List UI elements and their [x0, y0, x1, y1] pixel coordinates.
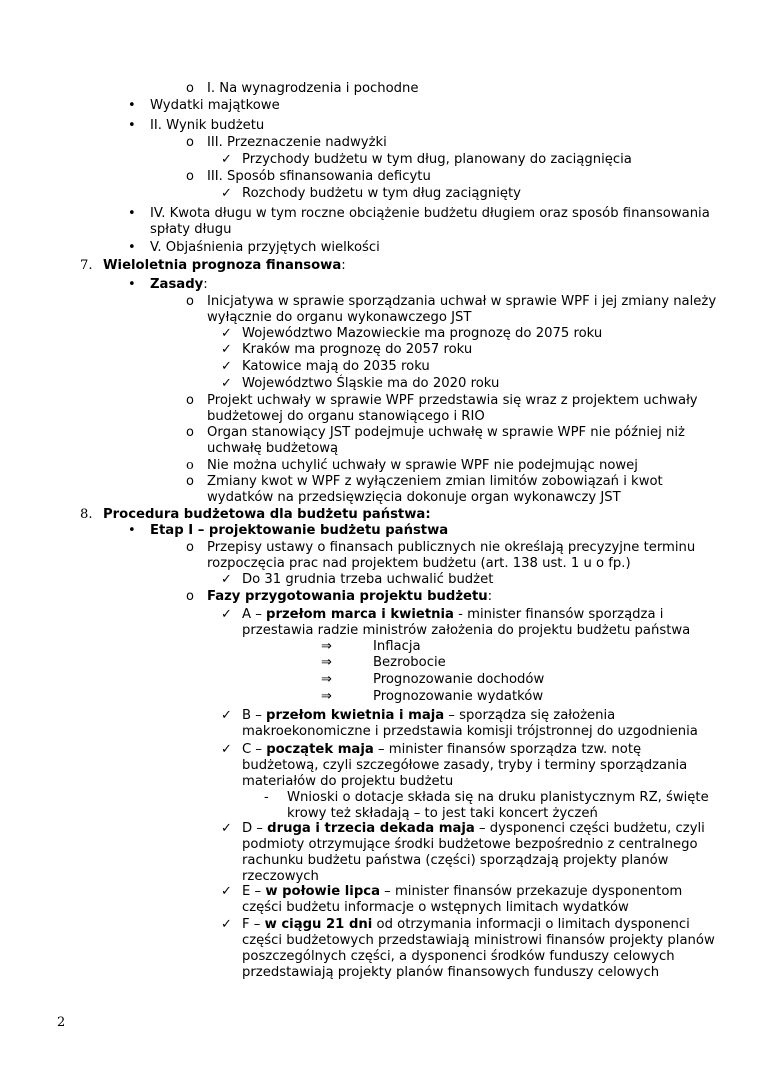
list-item: B – przełom kwietnia i maja – sporządza się założenia	[242, 708, 616, 723]
circle-bullet-icon: o	[186, 169, 194, 184]
circle-bullet-icon: o	[186, 474, 194, 489]
list-item-continuation: poszczególnych części, a dysponenci środków funduszy celowych	[242, 949, 675, 964]
section-heading: Wieloletnia prognoza finansowa:	[103, 258, 346, 273]
list-item: I. Na wynagrodzenia i pochodne	[207, 81, 419, 96]
list-item-continuation: makroekonomiczne i przedstawia komisji trójstronnej do uzgodnienia	[242, 724, 698, 739]
list-item: Organ stanowiący JST podejmuje uchwałę w sprawie WPF nie później niż	[207, 425, 685, 440]
checkmark-icon: ✓	[221, 742, 232, 757]
list-item: Inflacja	[373, 639, 421, 654]
dash-bullet-icon: -	[264, 790, 269, 805]
list-item: Bezrobocie	[373, 655, 446, 670]
bullet-icon: •	[128, 523, 136, 538]
checkmark-icon: ✓	[221, 342, 232, 357]
list-item-continuation: spłaty długu	[150, 222, 232, 237]
page-number: 2	[57, 1015, 66, 1030]
section-number: 7.	[80, 258, 93, 273]
list-item: II. Wynik budżetu	[150, 118, 265, 133]
list-item: Prognozowanie wydatków	[373, 689, 544, 704]
list-item: III. Przeznaczenie nadwyżki	[207, 135, 387, 150]
list-item-continuation: budżetowej do organu stanowiącego i RIO	[207, 409, 485, 424]
list-item-continuation: budżetową, czyli szczegółowe zasady, tryby i terminy sporządzania	[242, 758, 688, 773]
checkmark-icon: ✓	[221, 884, 232, 899]
checkmark-icon: ✓	[221, 326, 232, 341]
circle-bullet-icon: o	[186, 589, 194, 604]
checkmark-icon: ✓	[221, 186, 232, 201]
list-item: Projekt uchwały w sprawie WPF przedstawia się wraz z projektem uchwały	[207, 393, 698, 408]
circle-bullet-icon: o	[186, 81, 194, 96]
list-item: Zmiany kwot w WPF z wyłączeniem zmian limitów zobowiązań i kwot	[207, 474, 663, 489]
checkmark-icon: ✓	[221, 572, 232, 587]
list-item-continuation: części budżetowych przedstawiają ministrowi finansów projekty planów	[242, 933, 715, 948]
checkmark-icon: ✓	[221, 821, 232, 836]
list-item: Inicjatywa w sprawie sporządzania uchwał w sprawie WPF i jej zmiany należy	[207, 294, 717, 309]
list-item-continuation: części budżetu informacje o wstępnych limitach wydatków	[242, 900, 629, 915]
section-number: 8.	[80, 507, 93, 522]
bullet-icon: •	[128, 206, 136, 221]
checkmark-icon: ✓	[221, 607, 232, 622]
list-item: Województwo Mazowieckie ma prognozę do 2075 roku	[242, 326, 603, 341]
section-heading: Procedura budżetowa dla budżetu państwa:	[103, 507, 431, 522]
list-item: A – przełom marca i kwietnia - minister finansów sporządza i	[242, 607, 664, 622]
list-item: F – w ciągu 21 dni od otrzymania informacji o limitach dysponenci	[242, 917, 690, 932]
list-item: Prognozowanie dochodów	[373, 672, 545, 687]
list-item-continuation: podmioty otrzymujące środki budżetowe bezpośrednio z centralnego	[242, 837, 698, 852]
list-item-continuation: przestawia radzie ministrów założenia do projektu budżetu państwa	[242, 623, 691, 638]
arrow-icon: ⇒	[321, 639, 332, 654]
list-item: Rozchody budżetu w tym dług zaciągnięty	[242, 186, 521, 201]
circle-bullet-icon: o	[186, 458, 194, 473]
list-item: Do 31 grudnia trzeba uchwalić budżet	[242, 572, 494, 587]
list-item: III. Sposób sfinansowania deficytu	[207, 169, 431, 184]
list-item: D – druga i trzecia dekada maja – dysponenci części budżetu, czyli	[242, 821, 705, 836]
list-item: Przepisy ustawy o finansach publicznych nie określają precyzyjne terminu	[207, 540, 696, 555]
arrow-icon: ⇒	[321, 672, 332, 687]
bullet-icon: •	[128, 240, 136, 255]
list-item: V. Objaśnienia przyjętych wielkości	[150, 240, 380, 255]
list-item-continuation: krowy też składają – to jest taki koncert życzeń	[287, 806, 598, 821]
arrow-icon: ⇒	[321, 689, 332, 704]
arrow-icon: ⇒	[321, 655, 332, 670]
list-item-continuation: rachunku budżetu państwa (części) sporządzają projekty planów	[242, 853, 669, 868]
list-item: Przychody budżetu w tym dług, planowany do zaciągnięcia	[242, 152, 632, 167]
circle-bullet-icon: o	[186, 425, 194, 440]
circle-bullet-icon: o	[186, 294, 194, 309]
checkmark-icon: ✓	[221, 376, 232, 391]
subheading: Etap I – projektowanie budżetu państwa	[150, 523, 449, 538]
list-item: E – w połowie lipca – minister finansów przekazuje dysponentom	[242, 884, 683, 899]
subheading: Fazy przygotowania projektu budżetu:	[207, 589, 493, 604]
list-item-continuation: wydatków na przedsięwzięcia dokonuje organ wykonawczy JST	[207, 490, 621, 505]
list-item: Wydatki majątkowe	[150, 98, 280, 113]
checkmark-icon: ✓	[221, 708, 232, 723]
bullet-icon: •	[128, 98, 136, 113]
list-item-continuation: przedstawiają projekty planów finansowych funduszy celowych	[242, 965, 660, 980]
list-item: IV. Kwota długu w tym roczne obciążenie budżetu długiem oraz sposób finansowania	[150, 206, 710, 221]
list-item: Województwo Śląskie ma do 2020 roku	[242, 376, 500, 391]
checkmark-icon: ✓	[221, 917, 232, 932]
list-item: C – początek maja – minister finansów sporządza tzw. notę	[242, 742, 642, 757]
circle-bullet-icon: o	[186, 135, 194, 150]
list-item: Wnioski o dotacje składa się na druku planistycznym RZ, święte	[287, 790, 709, 805]
checkmark-icon: ✓	[221, 359, 232, 374]
list-item: Kraków ma prognozę do 2057 roku	[242, 342, 473, 357]
list-item: Nie można uchylić uchwały w sprawie WPF nie podejmując nowej	[207, 458, 638, 473]
list-item-continuation: materiałów do projektu budżetu	[242, 774, 454, 789]
checkmark-icon: ✓	[221, 152, 232, 167]
bullet-icon: •	[128, 118, 136, 133]
list-item: Katowice mają do 2035 roku	[242, 359, 430, 374]
circle-bullet-icon: o	[186, 393, 194, 408]
list-item-continuation: wyłącznie do organu wykonawczego JST	[207, 310, 472, 325]
subheading: Zasady:	[150, 277, 208, 292]
list-item-continuation: rzeczowych	[242, 869, 319, 884]
circle-bullet-icon: o	[186, 540, 194, 555]
list-item-continuation: rozpoczęcia prac nad projektem budżetu (art. 138 ust. 1 u o fp.)	[207, 556, 631, 571]
bullet-icon: •	[128, 277, 136, 292]
list-item-continuation: uchwałę budżetową	[207, 441, 339, 456]
